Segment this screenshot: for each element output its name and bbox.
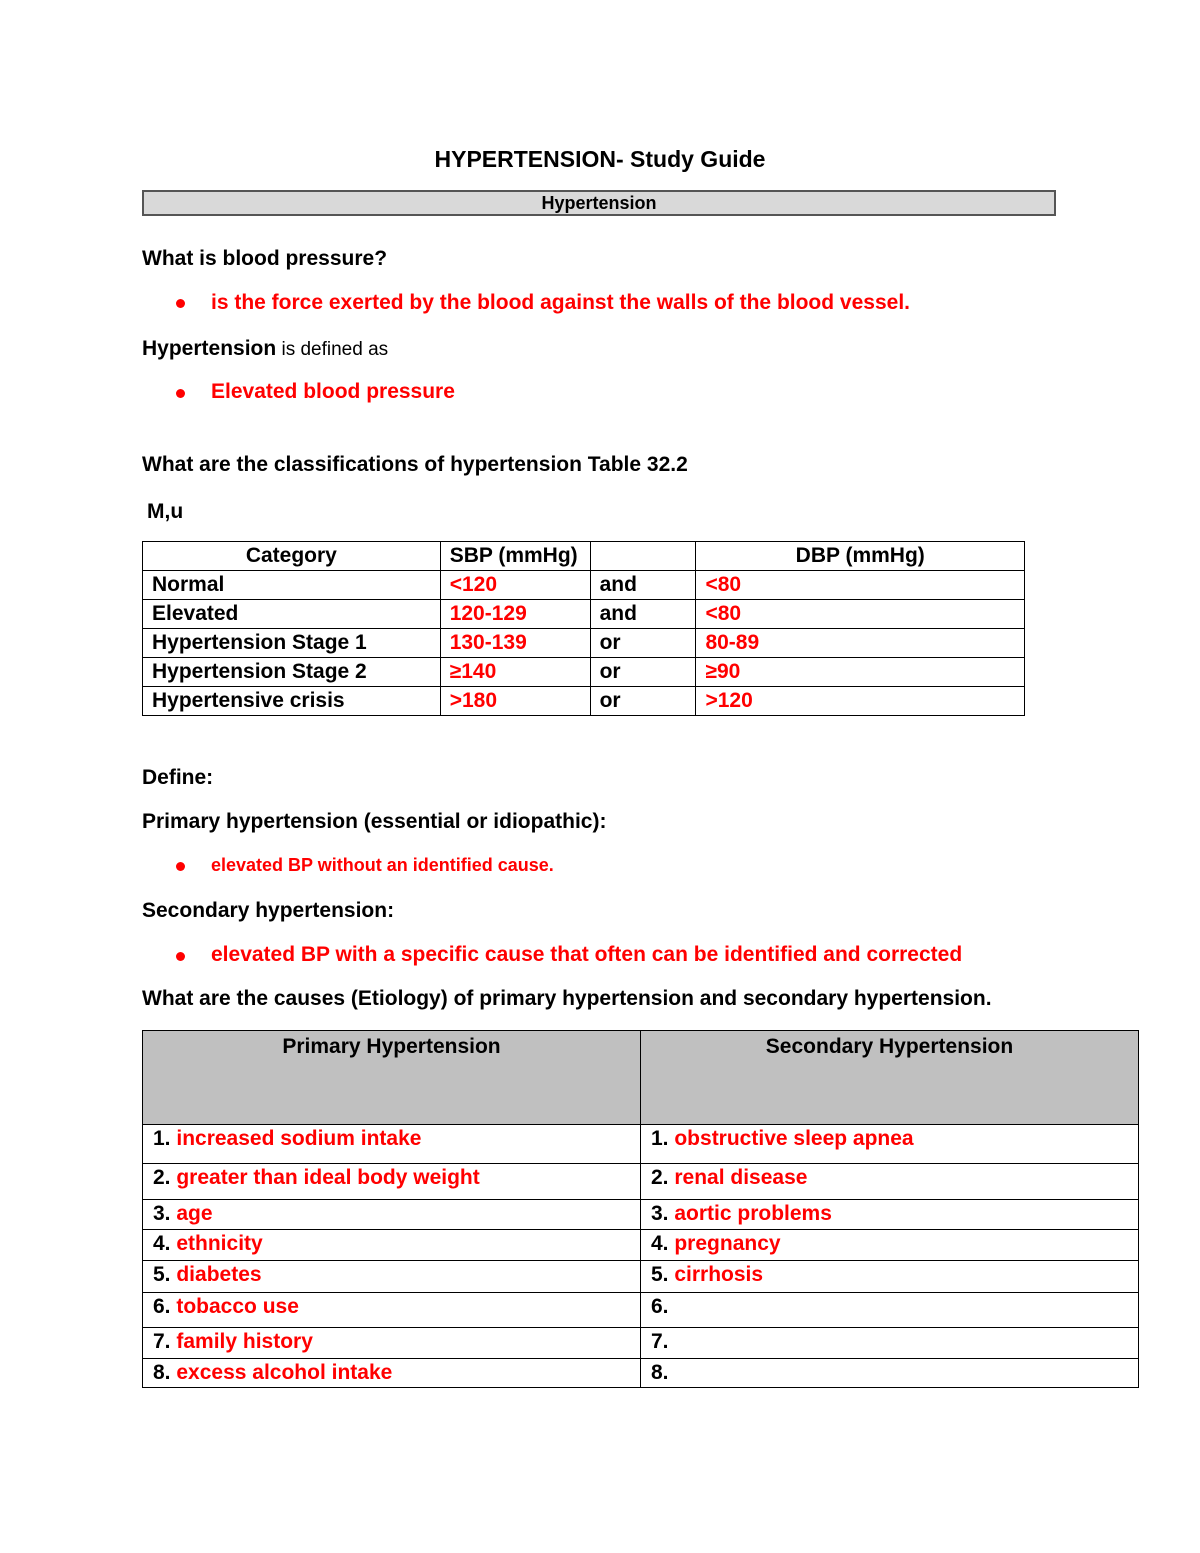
- bullet-icon: [176, 862, 185, 871]
- table-row: [143, 687, 1025, 716]
- answer-blood-pressure: is the force exerted by the blood against the walls of the blood vessel.: [211, 291, 910, 314]
- table-row: [143, 1164, 1139, 1200]
- question-htn-defined: [142, 337, 388, 361]
- section-banner: Hypertension: [142, 190, 1056, 216]
- header-dbp: DBP (mmHg): [696, 542, 1025, 571]
- secondary-cause-cell: 3. aortic problems: [641, 1200, 1139, 1230]
- secondary-cause-cell: 5. cirrhosis: [641, 1261, 1139, 1293]
- conj-cell: or: [590, 658, 696, 687]
- dbp-cell: ≥90: [696, 658, 1025, 687]
- secondary-cause-cell: 1. obstructive sleep apnea: [641, 1125, 1139, 1164]
- sbp-cell: 120-129: [440, 600, 590, 629]
- primary-cause-cell: 8. excess alcohol intake: [143, 1359, 641, 1388]
- secondary-cause-cell: 6.: [641, 1293, 1139, 1328]
- category-cell: Hypertensive crisis: [143, 687, 441, 716]
- table-row: [143, 1328, 1139, 1359]
- primary-cause-cell: 2. greater than ideal body weight: [143, 1164, 641, 1200]
- table-row: [143, 1125, 1139, 1164]
- conj-cell: or: [590, 687, 696, 716]
- bullet-icon: [176, 299, 185, 308]
- primary-cause-cell: 5. diabetes: [143, 1261, 641, 1293]
- secondary-cause-cell: 8.: [641, 1359, 1139, 1388]
- table-row: [143, 600, 1025, 629]
- conj-cell: or: [590, 629, 696, 658]
- conj-cell: and: [590, 571, 696, 600]
- define-label: Define:: [142, 766, 214, 789]
- dbp-cell: <80: [696, 571, 1025, 600]
- table-row: [143, 658, 1025, 687]
- secondary-label: Secondary hypertension:: [142, 899, 395, 922]
- sbp-cell: <120: [440, 571, 590, 600]
- question-causes: What are the causes (Etiology) of primary hypertension and secondary hypertension.: [142, 987, 992, 1010]
- table-row: [143, 1293, 1139, 1328]
- header-blank: [590, 542, 696, 571]
- primary-cause-cell: 3. age: [143, 1200, 641, 1230]
- header-sbp: SBP (mmHg): [440, 542, 590, 571]
- category-cell: Hypertension Stage 1: [143, 629, 441, 658]
- htn-defined-rest: is defined as: [276, 339, 389, 360]
- dbp-cell: >120: [696, 687, 1025, 716]
- secondary-cause-cell: 2. renal disease: [641, 1164, 1139, 1200]
- sbp-cell: 130-139: [440, 629, 590, 658]
- category-cell: Elevated: [143, 600, 441, 629]
- bullet-icon: [176, 952, 185, 961]
- primary-cause-cell: 6. tobacco use: [143, 1293, 641, 1328]
- classification-table: [142, 541, 1025, 716]
- conj-cell: and: [590, 600, 696, 629]
- dbp-cell: 80-89: [696, 629, 1025, 658]
- page-title: HYPERTENSION- Study Guide: [434, 146, 766, 172]
- category-cell: Hypertension Stage 2: [143, 658, 441, 687]
- bullet-icon: [176, 389, 185, 398]
- question-classifications: What are the classifications of hypertension Table 32.2: [142, 453, 688, 476]
- table-row: [143, 1200, 1139, 1230]
- primary-cause-cell: 7. family history: [143, 1328, 641, 1359]
- table-row: [143, 1359, 1139, 1388]
- sbp-cell: ≥140: [440, 658, 590, 687]
- category-cell: Normal: [143, 571, 441, 600]
- primary-cause-cell: 1. increased sodium intake: [143, 1125, 641, 1164]
- table-header-row: [143, 542, 1025, 571]
- table-header-row: [143, 1031, 1139, 1125]
- answer-htn-defined: Elevated blood pressure: [211, 380, 455, 403]
- secondary-answer: elevated BP with a specific cause that often can be identified and corrected: [211, 943, 963, 966]
- secondary-cause-cell: 4. pregnancy: [641, 1230, 1139, 1261]
- sbp-cell: >180: [440, 687, 590, 716]
- table-row: [143, 1230, 1139, 1261]
- dbp-cell: <80: [696, 600, 1025, 629]
- table-row: [143, 571, 1025, 600]
- header-category: Category: [143, 542, 441, 571]
- header-secondary: Secondary Hypertension: [641, 1031, 1139, 1125]
- primary-cause-cell: 4. ethnicity: [143, 1230, 641, 1261]
- header-primary: Primary Hypertension: [143, 1031, 641, 1125]
- primary-label: Primary hypertension (essential or idiopathic):: [142, 810, 607, 833]
- table-row: [143, 1261, 1139, 1293]
- htn-defined-term: Hypertension: [142, 337, 277, 360]
- secondary-cause-cell: 7.: [641, 1328, 1139, 1359]
- question-blood-pressure: What is blood pressure?: [142, 247, 388, 270]
- note-text: M,u: [147, 500, 184, 523]
- causes-table: [142, 1030, 1139, 1388]
- primary-answer: elevated BP without an identified cause.: [211, 855, 554, 875]
- table-row: [143, 629, 1025, 658]
